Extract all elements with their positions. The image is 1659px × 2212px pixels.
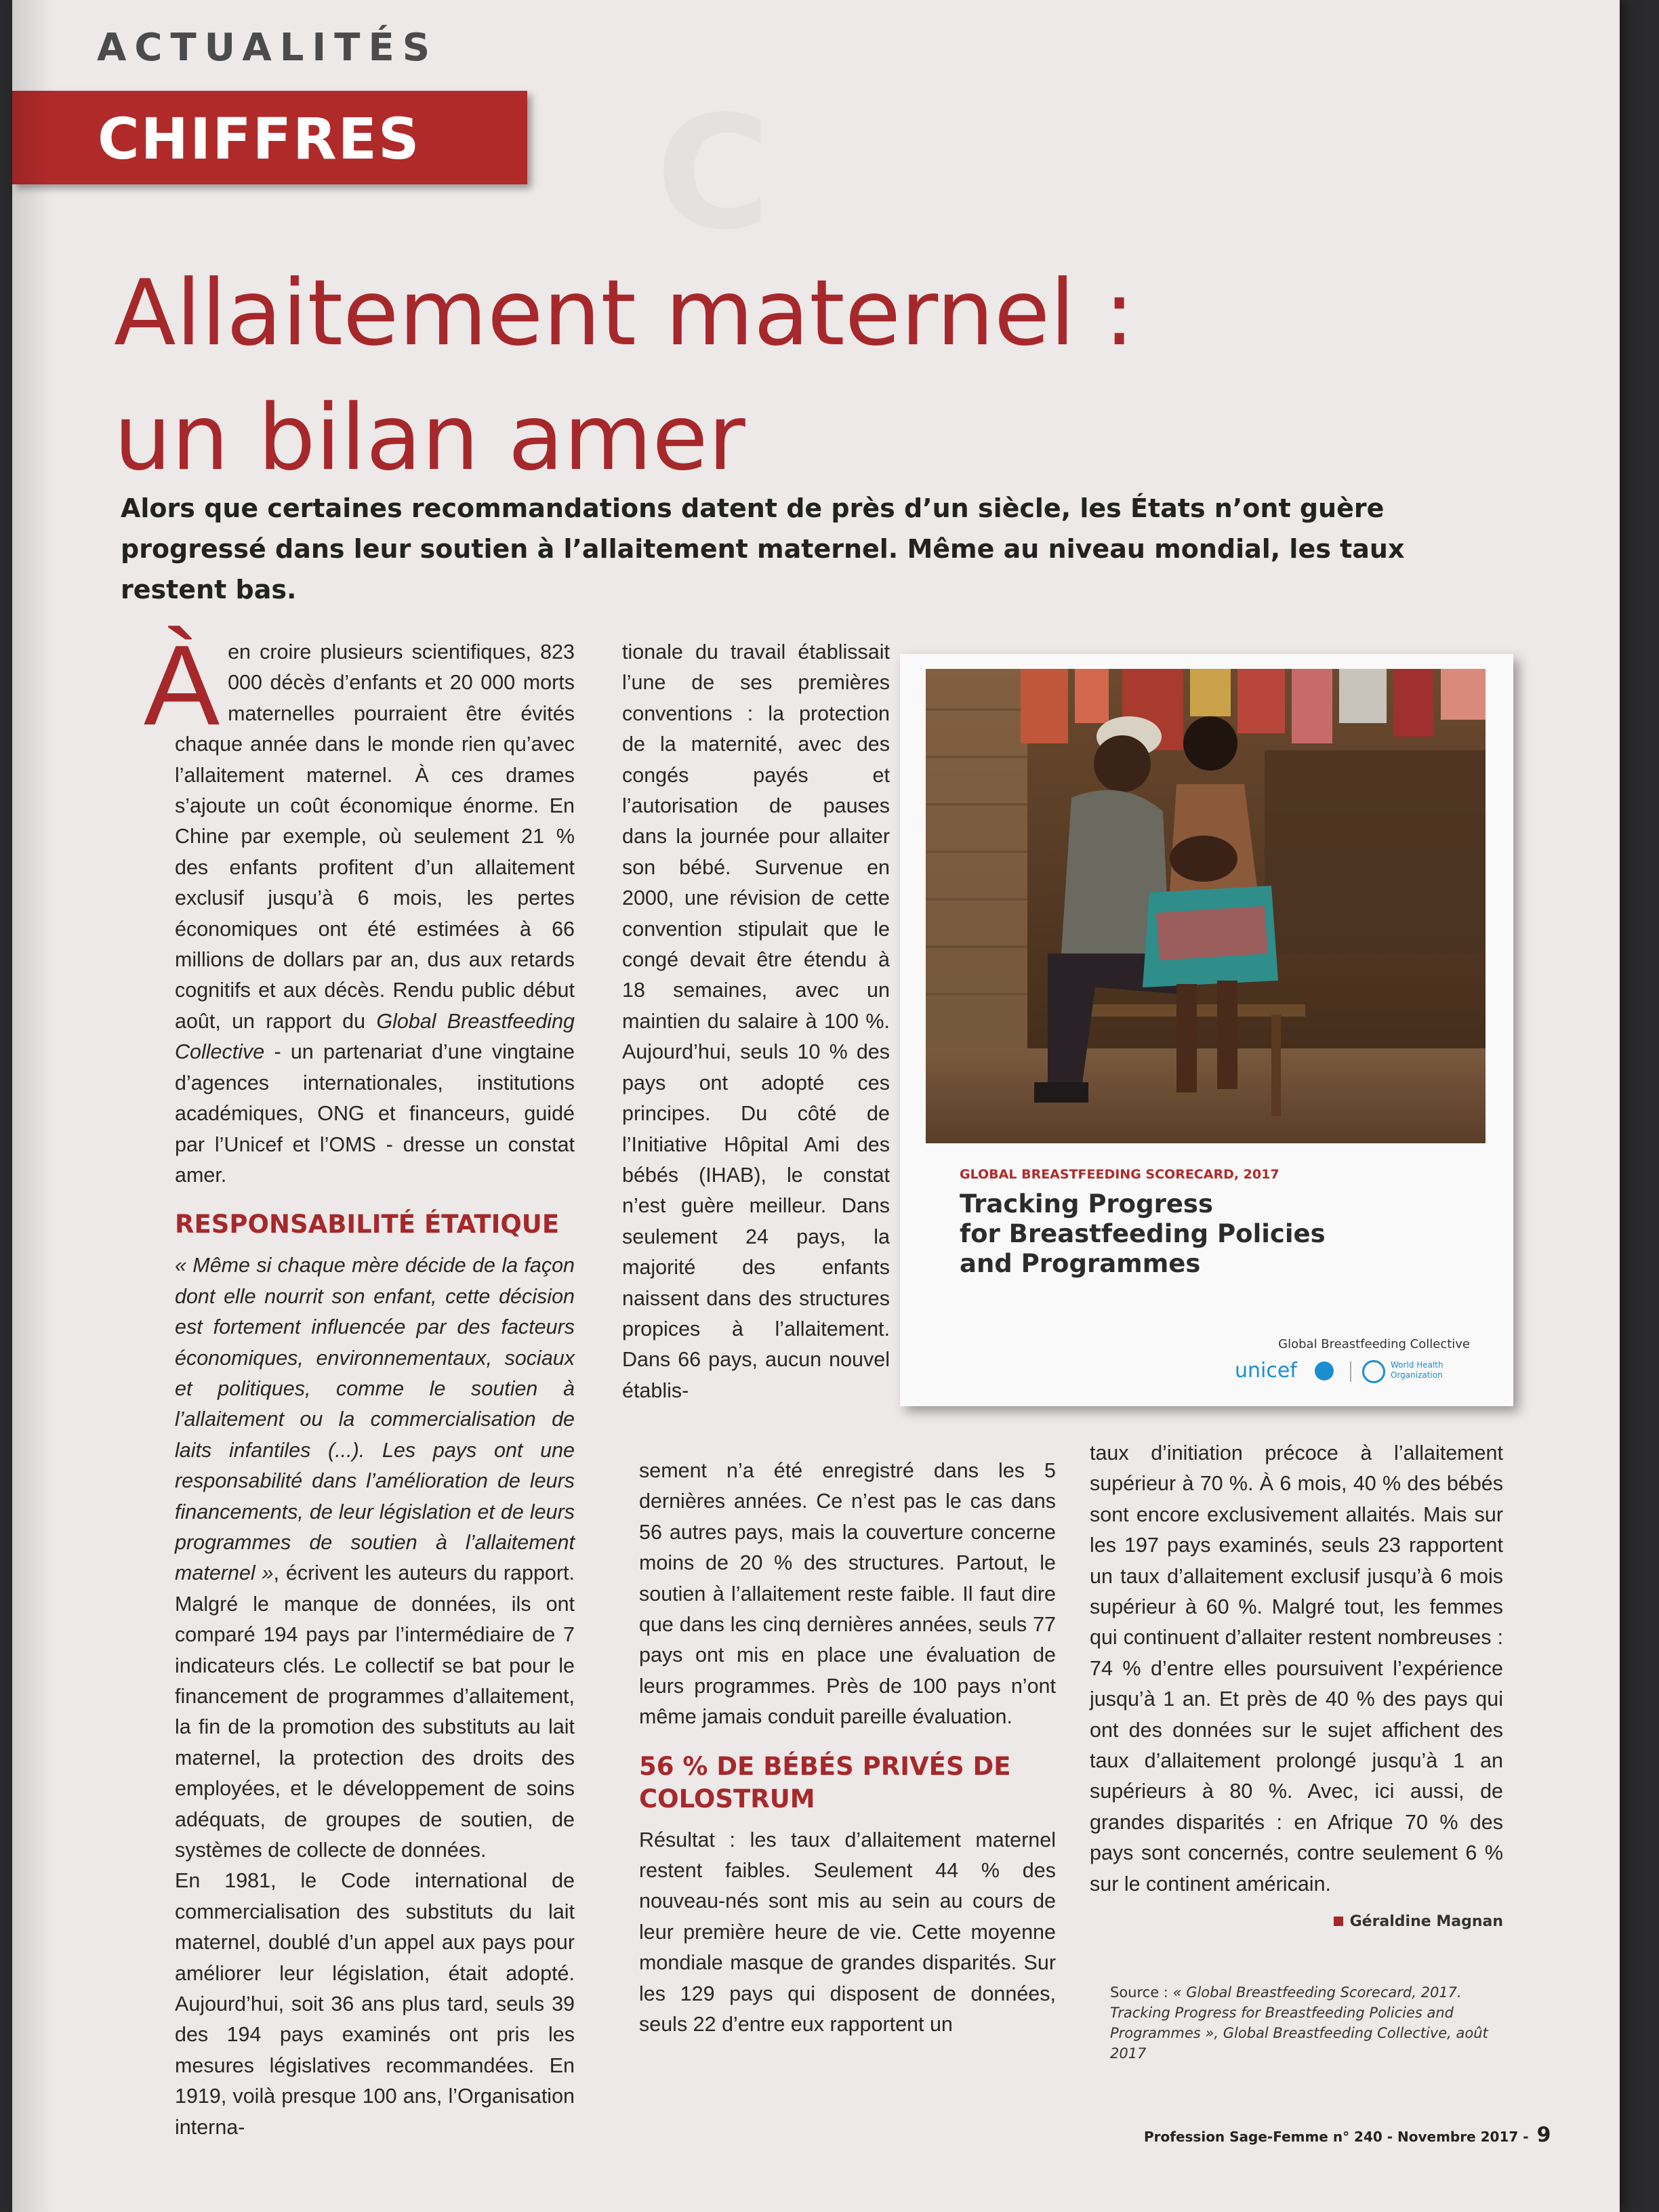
who-emblem-icon <box>1362 1360 1385 1383</box>
subhead-colostrum: 56 % DE BÉBÉS PRIVÉS DE COLOSTRUM <box>639 1751 1011 1814</box>
rubric-tag <box>12 91 527 184</box>
report-title: Tracking Progress for Breastfeeding Policies and Programmes <box>960 1189 1326 1278</box>
photo-illustration <box>926 669 1486 1143</box>
page-number: 9 <box>1536 2123 1551 2147</box>
source-note: Source : « Global Breastfeeding Scorecard, 2017. Tracking Progress for Breastfeeding Policies and Programmes », Global Breastfeeding Collective, août 2017 <box>1110 1984 1488 2062</box>
article-lead: Alors que certaines recommandations datent de près d’un siècle, les États n’ont guère progressé dans leur soutien à l’allaitement maternel. Même au niveau mondial, les taux restent bas. <box>121 493 1405 605</box>
partner-logos <box>1235 1359 1479 1386</box>
report-kicker: GLOBAL BREASTFEEDING SCORECARD, 2017 <box>960 1167 1279 1182</box>
rubric-tag-label: CHIFFRES <box>98 106 421 172</box>
journal-reference: Profession Sage-Femme n° 240 - Novembre 2017 - <box>1144 2129 1529 2145</box>
subhead-responsabilite: RESPONSABILITÉ ÉTATIQUE <box>175 1210 560 1240</box>
paragraph-resultat: Résultat : les taux d’allaitement maternel restent faibles. Seulement 44 % des nouveau-nés sont mis au sein au cours de leur première heure de vie. Cette moyenne mondiale masque de grandes disparités. Sur les 129 pays qui disposent de données, seuls 22 d’entre eux rapportent un <box>639 1828 1056 2036</box>
article-title-line2: un bilan amer <box>114 385 745 491</box>
text-column-2-lower <box>639 1456 1056 2041</box>
page-footer <box>1144 2123 1551 2147</box>
magazine-page <box>12 0 1620 2212</box>
author-signature: Géraldine Magnan <box>1090 1906 1503 1937</box>
article-title-line1: Allaitement maternel : <box>114 260 1135 366</box>
text-column-2-upper <box>622 637 890 1406</box>
report-cover-photo <box>926 669 1486 1143</box>
unicef-logo: unicef <box>1235 1359 1297 1382</box>
paragraph-intro: Àen croire plusieurs scientifiques, 823 000 décès d’enfants et 20 000 morts maternelles pourraient être évités chaque année dans le monde rien qu’avec l’allaitement maternel. À ces drames s’ajoute un coût économique énorme. En Chine par exemple, où seulement 21 % des enfants profitent d’un allaitement exclusif jusqu’à 6 mois, les pertes économiques ont été estimées à 66 millions de dollars par an, dus aux retards cognitifs et aux décès. Rendu public début août, un rapport du Global Breastfeeding Collective - un partenariat d’une vingtaine d’agences internationales, institutions académiques, ONG et financeurs, guidé par l’Unicef et l’OMS - dresse un constat amer. <box>144 621 575 1187</box>
logo-divider <box>1350 1361 1351 1382</box>
paragraph-oit: tionale du travail établissait l’une de ses premières conventions : la protection de la maternité, avec des congés payés et l’autorisation de pauses dans la journée pour allaiter son bébé. Survenue en 2000, une révision de cette convention stipulait que le congé devait être étendu à 18 semaines, avec un maintien du salaire à 100 %. Aujourd’hui, seuls 10 % des pays ont adopté ces principes. Du côté de l’Initiative Hôpital Ami des bébés (IHAB), le constat n’est guère meilleur. Dans seulement 24 pays, la majorité des enfants naissent dans des structures propices à l’allaitement. Dans 66 pays, aucun nouvel établis- <box>622 640 890 1402</box>
background-ghost-print: C <box>656 83 771 264</box>
unicef-globe-icon <box>1315 1361 1334 1380</box>
report-org: Global Breastfeeding Collective <box>1278 1337 1470 1351</box>
report-cover-figure <box>900 654 1513 1406</box>
paragraph-etablissements: sement n’a été enregistré dans les 5 dernières années. Ce n’est pas le cas dans 56 autres pays, mais la couverture concerne moins de 20 % des structures. Partout, le soutien à l’allaitement reste faible. Il faut dire que dans les cinq dernières années, seuls 77 pays ont mis en place une évaluation de leurs programmes. Près de 100 pays n’ont même jamais conduit pareille évaluation. <box>639 1459 1056 1729</box>
paragraph-taux: taux d’initiation précoce à l’allaitement supérieur à 70 %. À 6 mois, 40 % des bébés sont encore exclusivement allaités. Mais sur les 197 pays examinés, seuls 23 rapportent un taux d’allaitement exclusif jusqu’à 6 mois supérieur à 60 %. Malgré tout, les femmes qui continuent d’allaiter restent nombreuses : 74 % d’entre elles poursuivent l’expérience jusqu’à 1 an. Et près de 40 % des pays qui ont des données sur le sujet affichent des taux d’allaitement prolongé jusqu’à 1 an supérieurs à 80 %. Avec, ici aussi, de grandes disparités : en Afrique 70 % des pays sont concernés, contre seulement 6 % sur le continent américain. <box>1090 1441 1503 1896</box>
article-title <box>114 251 1266 500</box>
drop-cap: À <box>144 621 220 749</box>
report-quote: « Même si chaque mère décide de la façon dont elle nourrit son enfant, cette décision est fortement influencée par des facteurs économiques, environnementaux, sociaux et politiques, comme le soutien à l’allaitement ou la commercialisation de laits infantiles (...). Les pays ont une responsabilité dans l’amélioration de leurs financements, de leur législation et de leurs programmes de soutien à l’allaitement maternel » <box>175 1254 575 1585</box>
text-column-3 <box>1090 1438 1503 1938</box>
text-column-1 <box>144 621 575 2143</box>
paragraph-code-1981: En 1981, le Code international de commercialisation des substituts du lait maternel, doublé d’un appel aux pays pour améliorer leur législation, était adopté. Aujourd’hui, soit 36 ans plus tard, seuls 39 des 194 pays examinés ont pris les mesures législatives recommandées. En 1919, voilà presque 100 ans, l’Organisation interna- <box>175 1869 575 2139</box>
section-label: ACTUALITÉS <box>97 26 438 70</box>
who-logo-text: World Health Organization <box>1391 1360 1443 1380</box>
paragraph-quote: « Même si chaque mère décide de la façon dont elle nourrit son enfant, cette décision est fortement influencée par des facteurs économiques, environnementaux, sociaux et politiques, comme le soutien à l’allaitement ou la commercialisation de laits infantiles (...). Les pays ont une responsabilité dans l’amélioration de leurs financements, de leur législation et de leurs programmes de soutien à l’allaitement maternel », écrivent les auteurs du rapport. Malgré le manque de données, ils ont comparé 194 pays par l’intermédiaire de 7 indicateurs clés. Le collectif se bat pour le financement de programmes d’allaitement, la fin de la promotion des substituts au lait maternel, la protection des droits des employées, et le développement de soins adéquats, de groupes de soutien, de systèmes de collecte de données. <box>175 1254 575 1862</box>
